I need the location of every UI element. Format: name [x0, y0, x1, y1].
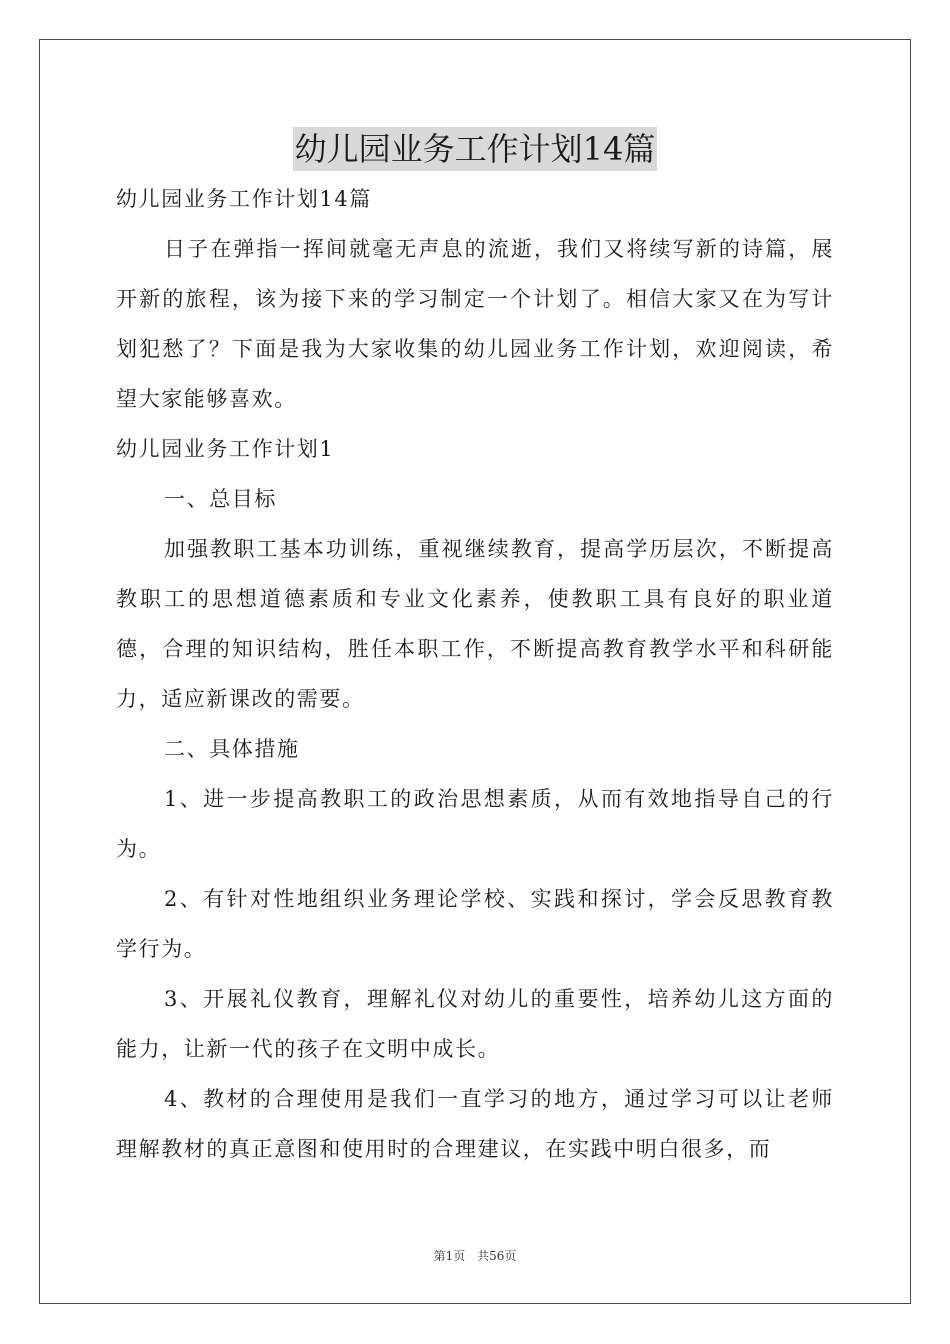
measure-item-3: 3、开展礼仪教育，理解礼仪对幼儿的重要性，培养幼儿这方面的能力，让新一代的孩子在文明中成长。 — [116, 987, 834, 1061]
document-title — [0, 127, 950, 171]
page-total: 共56页 — [477, 1249, 517, 1263]
measure-item-4: 4、教材的合理使用是我们一直学习的地方，通过学习可以让老师理解教材的真正意图和使用时的合理建议，在实践中明白很多，而 — [116, 1087, 834, 1161]
section-heading: 幼儿园业务工作计划1 — [116, 437, 335, 461]
measure-item-2: 2、有针对性地组织业务理论学校、实践和探讨，学会反思教育教学行为。 — [116, 887, 834, 961]
goal-paragraph: 加强教职工基本功训练，重视继续教育，提高学历层次，不断提高教职工的思想道德素质和专业文化素养，使教职工具有良好的职业道德，合理的知识结构，胜任本职工作，不断提高教育教学水平和科研能力，适应新课改的需要。 — [116, 537, 834, 711]
page-number: 第1页 — [433, 1249, 466, 1263]
document-title-text: 幼儿园业务工作计划14篇 — [293, 127, 658, 171]
goal-heading: 一、总目标 — [164, 487, 277, 511]
subtitle-line: 幼儿园业务工作计划14篇 — [116, 187, 372, 211]
page-footer — [0, 1247, 950, 1264]
measures-heading: 二、具体措施 — [164, 737, 300, 761]
intro-paragraph: 日子在弹指一挥间就毫无声息的流逝，我们又将续写新的诗篇，展开新的旅程，该为接下来的学习制定一个计划了。相信大家又在为写计划犯愁了？下面是我为大家收集的幼儿园业务工作计划，欢迎阅读，希望大家能够喜欢。 — [116, 237, 834, 411]
document-body — [116, 174, 834, 1174]
measure-item-1: 1、进一步提高教职工的政治思想素质，从而有效地指导自己的行为。 — [116, 787, 834, 861]
